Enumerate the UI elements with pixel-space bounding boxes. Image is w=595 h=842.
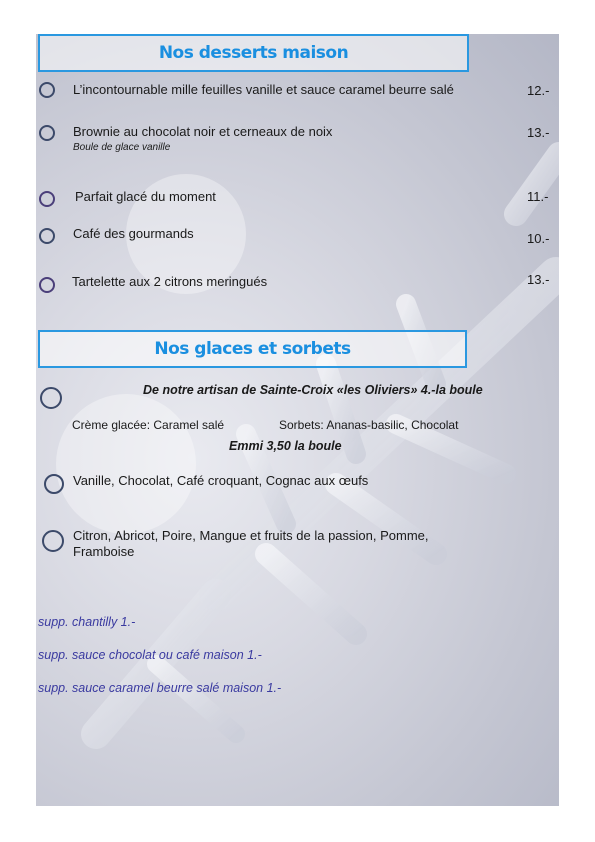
bullet-ring-icon xyxy=(44,474,64,494)
dessert-item-name: Café des gourmands xyxy=(73,226,194,241)
bullet-ring-icon xyxy=(42,530,64,552)
sorbets-list-line: Framboise xyxy=(73,544,135,559)
dessert-item-subtitle: Boule de glace vanille xyxy=(73,142,171,153)
bullet-ring-icon xyxy=(39,82,55,98)
dessert-item-price: 12.- xyxy=(527,83,550,98)
supplement-sauce-caramel: supp. sauce caramel beurre salé maison 1.- xyxy=(38,681,282,695)
bullet-ring-icon xyxy=(39,277,55,293)
glaces-title: Nos glaces et sorbets xyxy=(154,339,351,359)
sorbets-list-line: Citron, Abricot, Poire, Mangue et fruits de la passion, Pomme, xyxy=(73,528,429,543)
glaces-list-text: Vanille, Chocolat, Café croquant, Cognac aux œufs xyxy=(73,473,369,488)
dessert-item-name: Parfait glacé du moment xyxy=(75,189,216,204)
bullet-ring-icon xyxy=(39,228,55,244)
dessert-item xyxy=(73,124,332,153)
artisan-line: De notre artisan de Sainte-Croix «les Oliviers» 4.-la boule xyxy=(143,383,483,397)
dessert-item-price: 11.- xyxy=(527,189,549,204)
desserts-header xyxy=(38,34,469,72)
sorbets-text: Sorbets: Ananas-basilic, Chocolat xyxy=(279,418,459,432)
desserts-title: Nos desserts maison xyxy=(158,43,349,63)
dessert-item-price: 13.- xyxy=(527,125,550,140)
glaces-header xyxy=(38,330,467,368)
dessert-item-name: L’incontournable mille feuilles vanille et sauce caramel beurre salé xyxy=(73,82,454,97)
bullet-ring-icon xyxy=(40,387,62,409)
dessert-item-name: Brownie au chocolat noir et cerneaux de noix xyxy=(73,124,333,139)
dessert-item-price: 10.- xyxy=(527,231,550,246)
dessert-item-name: Tartelette aux 2 citrons meringués xyxy=(72,274,268,289)
creme-glacee-text: Crème glacée: Caramel salé xyxy=(72,418,225,432)
supplement-sauce-chocolat: supp. sauce chocolat ou café maison 1.- xyxy=(38,648,262,662)
dessert-item-price: 13.- xyxy=(527,272,550,287)
bullet-ring-icon xyxy=(39,125,55,141)
supplement-chantilly: supp. chantilly 1.- xyxy=(38,615,136,629)
sorbets-list-text xyxy=(73,528,429,560)
emmi-line: Emmi 3,50 la boule xyxy=(229,439,342,453)
bullet-ring-icon xyxy=(39,191,55,207)
